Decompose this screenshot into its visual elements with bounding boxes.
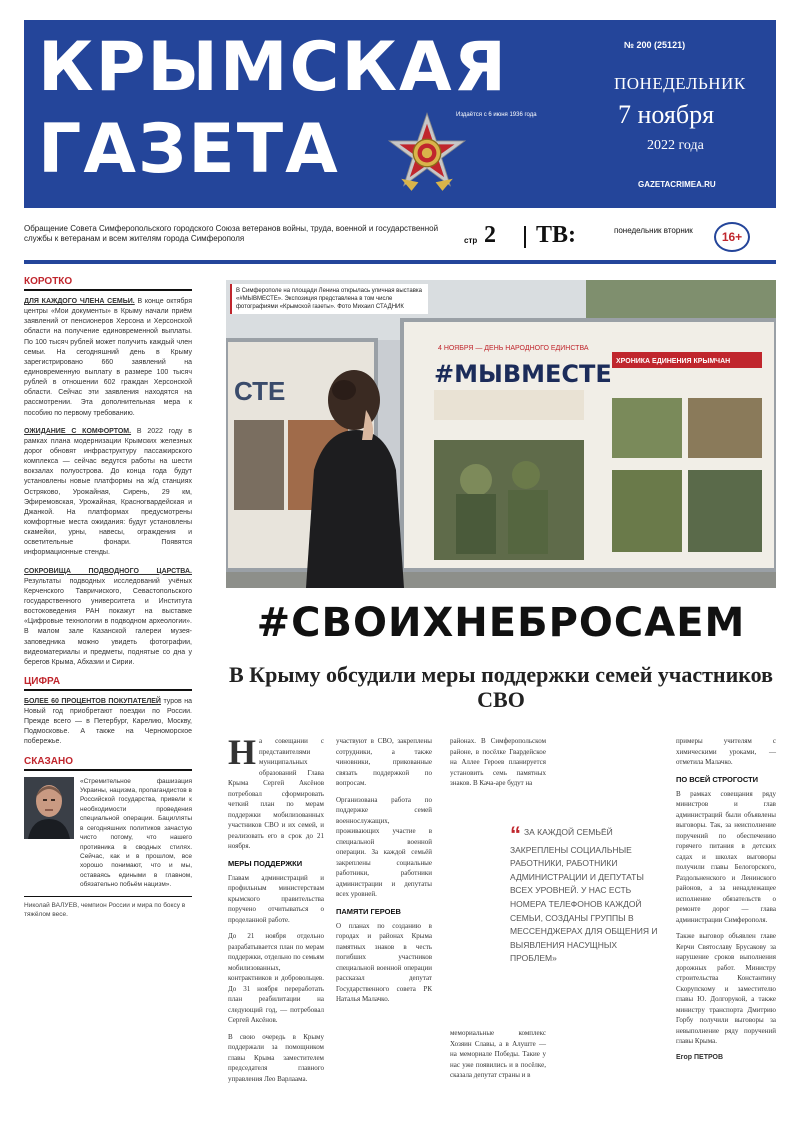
article-paragraph: мемориальные комплекс Хозяин Славы, а в Алуште — на мемориале Победы. Такие у нас уже появились и в посёлке, сказала депутат страны и в: [450, 1029, 546, 1079]
drop-cap: Н: [228, 732, 257, 772]
order-emblem-icon: [384, 110, 470, 196]
photo-caption: В Симферополе на площади Ленина открылась уличная выставка «#МЫВМЕСТЕ». Экспозиция представлена в том числе фотографиями «Крымской газеты». Фото Михаил СТАДНИК: [230, 284, 428, 314]
website-link[interactable]: GAZETACRIMEA.RU: [638, 180, 716, 189]
news-lead: СОКРОВИЩА ПОДВОДНОГО ЦАРСТВА.: [24, 567, 192, 575]
subheadline: В Крыму обсудили меры поддержки семей участников СВО: [229, 662, 773, 713]
newspaper-title-line1: КРЫМСКАЯ: [38, 28, 509, 107]
news-item: [24, 567, 192, 668]
promo-teaser[interactable]: Обращение Совета Симферопольского городского Союза ветеранов войны, труда, военной и государственной службы к ветеранам и всем жителям города Симферополя: [24, 224, 439, 244]
quote-mark-icon: “: [510, 822, 521, 847]
news-text: В 2022 году в рамках плана модернизации Крымских железных дорог обновят инфраструктуру пассажирского комплекса — сейчас ведутся работы на шести вокзалах полуострова. До конца года будут установлены новые платформы на ж/д станциях Остряково, Урожайная, Сирень, 29 км, Эфиремовская, Урожайная, Красногвардейская и Джанкой. На платформах предусмотрены комфортные места ожидания: будут установлены скамейки, урны, навесы, ограждения и осветительные фонари. Появятся информационные стенды.: [24, 427, 192, 557]
news-text: Результаты подводных исследований учёных Керченского Тавричиского, Севастопольского государственного университета и Института востоковедения РАН покажут на выставке «Цифровые технологии в подводном археологии». В малом зале Казанской галереи музея-заповедника можно увидеть фотографии, видеоматериалы и предметы, поднятые со дна у берегов Крыма, Абхазии и Сирии.: [24, 577, 192, 666]
tv-label: ТВ:: [536, 222, 577, 248]
age-rating-badge: 16+: [714, 222, 750, 252]
news-item: [24, 297, 192, 419]
issue-number: № 200 (25121): [624, 40, 686, 50]
promo-strip: [24, 222, 776, 256]
newspaper-title-line2: ГАЗЕТА: [38, 110, 340, 189]
promo-page-number: 2: [484, 222, 496, 248]
article-subheading: ПАМЯТИ ГЕРОЕВ: [336, 906, 401, 916]
main-headline: #СВОИХНЕБРОСАЕМ: [256, 600, 746, 646]
section-heading-figure: ЦИФРА: [24, 676, 192, 691]
section-heading-briefly: КОРОТКО: [24, 276, 192, 291]
news-item: [24, 427, 192, 559]
article-column-4: [676, 736, 776, 1069]
article-paragraph: районах. В Симферопольском районе, в посёлке Гвардейское на Аллее Героев планируется установить семь памятных знаков. В Кача-аре будут на: [450, 737, 546, 787]
news-text: В конце октября центры «Мои документы» в Крыму начали приём заявлений от пенсионеров Херсона и Херсонской области на получение единовременной выплаты. По 100 тысяч рублей может получить каждый член семьи. На сегодняшний день в Крыму зарегистрировано 660 заявлений на единовременную выплату в размере 100 тысяч рублей в отношении 602 граждан Херсонской области. Сейчас эти заявления находятся на рассмотрении. Эта дополнительная мера к пособию по первому требованию.: [24, 298, 193, 417]
article-paragraph: Также выговор объявлен главе Керчи Святославу Брусакову за нарушение сроков выполнения дорожных работ. Министру строительства Константину Скорупскому и заместителю главы Ю. Долгорукой, а также министру транспорта Дмитрию Горбу получили выговоры за невыполнение ряду поручений главы Крыма.: [676, 932, 776, 1046]
article-column-1: [228, 732, 324, 1090]
article-subheading: МЕРЫ ПОДДЕРЖКИ: [228, 858, 303, 868]
portrait-photo: [24, 777, 74, 839]
divider: [524, 226, 526, 248]
article-body: [228, 732, 776, 1126]
section-heading-said: СКАЗАНО: [24, 756, 192, 771]
article-paragraph: Главам администраций и профильным министерствам крымского правительства поручено отчитываться о проделанной работе.: [228, 873, 324, 924]
article-column-3-bottom: [450, 1028, 546, 1087]
promo-page-label: стр: [464, 236, 478, 245]
article-paragraph: примеры учителям с химическими уроками, — отметила Малачко.: [676, 737, 776, 766]
masthead: [24, 20, 776, 208]
tv-days: понедельник вторник: [614, 226, 693, 235]
article-paragraph: участвуют в СВО, закреплены сотрудники, а также чиновники, прикованные связать поддержкой по вопросам.: [336, 737, 432, 787]
left-column: [24, 276, 192, 1126]
main-photo: [226, 280, 776, 588]
since-line: Издаётся с 6 июня 1936 года: [456, 112, 537, 118]
article-paragraph: Организована работа по поддержке семей военнослужащих, проживающих участие в специальной военной операции. За каждой семьёй закреплены социальные работники, работники администрации и депутаты всех уровней.: [336, 795, 432, 898]
banner-title: #МЫВМЕСТЕ: [434, 360, 612, 388]
article-subheading: ПО ВСЕЙ СТРОГОСТИ: [676, 774, 759, 784]
banner-subtitle: 4 НОЯБРЯ — ДЕНЬ НАРОДНОГО ЕДИНСТВА: [438, 345, 589, 352]
news-lead: ОЖИДАНИЕ С КОМФОРТОМ.: [24, 427, 132, 435]
issue-date: 7 ноября: [618, 100, 715, 129]
issue-year: 2022 года: [647, 138, 704, 153]
pull-quote-text: ЗА КАЖДОЙ СЕМЬЁЙ ЗАКРЕПЛЕНЫ СОЦИАЛЬНЫЕ РАБОТНИКИ, РАБОТНИКИ АДМИНИСТРАЦИИ И ДЕПУТАТЫ ВСЕХ УРОВНЕЙ. У НАС ЕСТЬ НОМЕРА ТЕЛЕФОНОВ КАЖДОЙ СЕМЬИ, СОЗДАНЫ ГРУППЫ В МЕССЕНДЖЕРАХ ДЛЯ ОБЩЕНИЯ И ВЫЯВЛЕНИЯ НАСУЩНЫХ ПРОБЛЕМ»: [510, 827, 658, 964]
article-paragraph: а совещании с представителями муниципальных образований Глава Крыма Сергей Аксёнов потребовал сформировать четкий план по мерам поддержки мобилизованных участников СВО и их семей, и реализовать его в срок до 21 ноября.: [228, 737, 324, 850]
banner-right-title: ХРОНИКА ЕДИНЕНИЯ КРЫМЧАН: [616, 358, 731, 365]
news-text: туров на Новый год приобретают поездки по России. Прежде всего — в Петербург, Карелию, Москву, Подмосковье. А также на Черноморское побережье.: [24, 697, 192, 746]
article-paragraph: В свою очередь в Крыму поддержали за помощником главы Крыма заместителем председателя главного управления Лео Варлаама.: [228, 1032, 324, 1083]
news-lead: БОЛЕЕ 60 ПРОЦЕНТОВ ПОКУПАТЕЛЕЙ: [24, 697, 161, 705]
quote-caption: Николай ВАЛУЕВ, чемпион России и мира по боксу в тяжёлом весе.: [24, 896, 192, 919]
header-rule: [24, 260, 776, 264]
article-paragraph: До 21 ноября отдельно разрабатывается план по мерам поддержки, отдельно по семьям мобилизованных, контрактников и добровольцев. До 31 ноября переработать план реабилитации на следующий год, — потребовал Сергей Аксёнов.: [228, 932, 324, 1025]
weekday: ПОНЕДЕЛЬНИК: [614, 74, 746, 93]
news-lead: ДЛЯ КАЖДОГО ЧЛЕНА СЕМЬИ.: [24, 298, 135, 305]
article-author: Егор ПЕТРОВ: [676, 1053, 724, 1061]
news-item: [24, 697, 192, 748]
article-paragraph: О планах по созданию в городах и районах Крыма памятных знаков в честь погибших участников специальной военной операции рассказал депутат Государственного совета РК Наталья Малачко.: [336, 921, 432, 1004]
pull-quote: [510, 822, 662, 966]
quote-box: [24, 777, 192, 890]
left-panel-text: СТЕ: [234, 376, 286, 406]
article-column-3: [450, 736, 546, 795]
quote-text: «Стремительное фашизация Украины, нацизма, пропагандистов в Российской государства, привели к необходимости проведения специальной операции. Бацилляты в сегодняшних политиков зачастую чисто потому, что нашего противника в сводных стилях. Сейчас, как и в прошлом, все хорошо понимают, что и мы, оставаясь едиными в главном, обязательно побьём нацизм».: [80, 777, 192, 889]
article-paragraph: В рамках совещания ряду министров и глав администраций были объявлены выговоры. Так, за неисполнение поручений по обеспечению горячего питания в детских садах и школах выговоры получили главы Белогорского, Раздольненского и Ленинского районов, а за ненадлежащее исполнение обязательств о ремонте дорог — глава администрации Симферополя.: [676, 789, 776, 924]
article-column-2: [336, 736, 432, 1011]
